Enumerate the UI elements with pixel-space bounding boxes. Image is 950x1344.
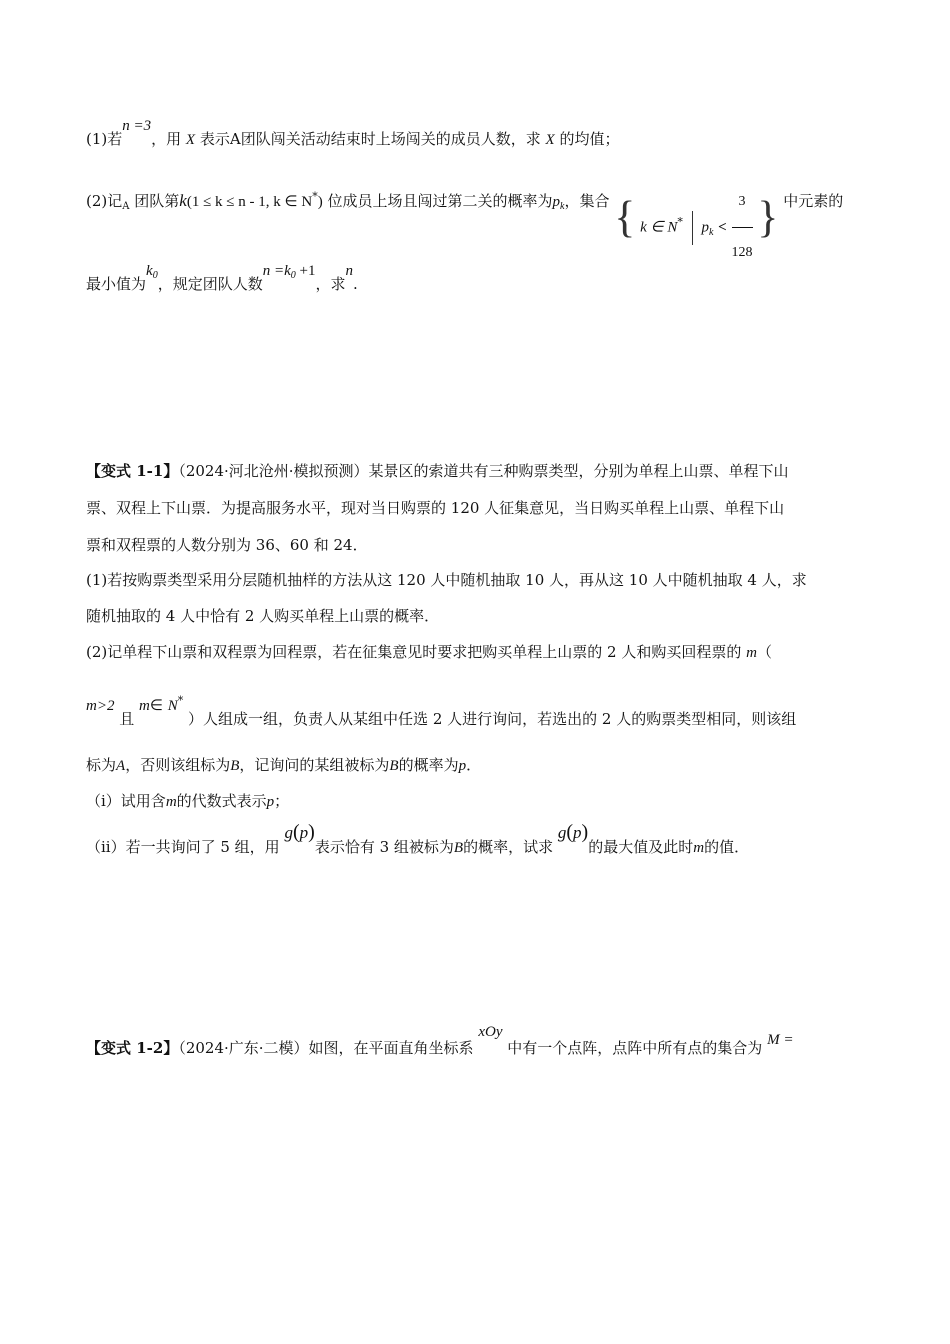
variant-label: 【变式 1-1】: [86, 462, 179, 480]
variant-1-2-line-1: 【变式 1-2】（2024·广东·二模）如图，在平面直角坐标系 xOy 中有一个点阵，点阵中所有点的集合为 M =: [86, 1024, 793, 1057]
math-k: k: [179, 191, 187, 210]
right-brace: }: [757, 192, 779, 242]
math-g-of-p: g(p): [284, 821, 315, 843]
variant-1-1-line-7: m>2 且 m∈ N* ）人组成一组，负责人从某组中任选 2 人进行询问，若选出的 2 人的购票类型相同，则该组: [86, 694, 797, 728]
divider-bar: [692, 211, 693, 245]
set-notation: { k ∈ N* $p_k$ < $\frac{3}{128}$ }: [614, 177, 778, 227]
math-m-gt-2: m>2: [86, 698, 115, 714]
variant-1-1-line-3: 票和双程票的人数分别为 36、60 和 24．: [86, 536, 368, 554]
variant-label: 【变式 1-2】: [86, 1039, 179, 1057]
math-k0: $k_0$: [146, 263, 158, 281]
math-p-k: p: [552, 194, 560, 210]
variant-1-1-line-10: （ii）若一共询问了 5 组，用 g(p)表示恰有 3 组被标为B的概率，试求 g(p)的最大值及此时m的值．: [86, 821, 750, 856]
math-n: n: [345, 263, 353, 279]
fraction-3-128: $\frac{3}{128}$: [732, 177, 753, 278]
left-brace: {: [614, 192, 636, 242]
math-n-eq-k0-plus-1: $n =k_0 +1$: [262, 263, 316, 281]
question-2-cont: 最小值为$k_0$，规定团队人数$n =k_0 +1$，求n.: [86, 263, 358, 293]
math-n-eq-3: n =3: [122, 118, 152, 134]
question-2: (2)记$_A$ 团队第k(1 ≤ k ≤ n - 1, k ∈ N*) 位成员上场且闯过第二关的概率为$p_k$，集合 { k ∈ N* $p_k$ < $\frac{3}{128}$ } 中元素的: [86, 172, 843, 222]
variant-1-1-line-8: 标为A，否则该组标为B，记询问的某组被标为B的概率为p．: [86, 756, 482, 774]
math-X: X: [185, 132, 196, 148]
variant-1-1-line-9: （i）试用含m的代数式表示p；: [86, 792, 290, 810]
math-g-of-p: g(p): [557, 821, 589, 843]
math-m-in-N-star: m∈ N*: [139, 694, 184, 714]
math-X: X: [545, 132, 555, 148]
math-m: m: [746, 645, 757, 661]
variant-1-1-line-2: 票、双程上下山票．为提高服务水平，现对当日购票的 120 人征集意见，当日购买单程上山票、单程下山: [86, 499, 785, 517]
question-1: (1)若n =3，用 X 表示A团队闯关活动结束时上场闯关的成员人数，求 X 的均值；: [86, 118, 620, 148]
variant-1-1-line-5: 随机抽取的 4 人中恰有 2 人购买单程上山票的概率．: [86, 607, 440, 625]
variant-1-1-line-4: (1)若按购票类型采用分层随机抽样的方法从这 120 人中随机抽取 10 人，再从这 10 人中随机抽取 4 人，求: [86, 571, 807, 589]
variant-1-1-line-6: (2)记单程下山票和双程票为回程票，若在征集意见时要求把购买单程上山票的 2 人和购买回程票的 m（: [86, 643, 772, 661]
math-k-range: (1 ≤ k ≤ n - 1, k ∈ N: [186, 194, 313, 210]
variant-1-1-line-1: 【变式 1-1】（2024·河北沧州·模拟预测）某景区的索道共有三种购票类型，分别为单程上山票、单程下山: [86, 462, 789, 480]
math-M: M: [767, 1032, 780, 1048]
math-xOy: xOy: [478, 1024, 503, 1040]
